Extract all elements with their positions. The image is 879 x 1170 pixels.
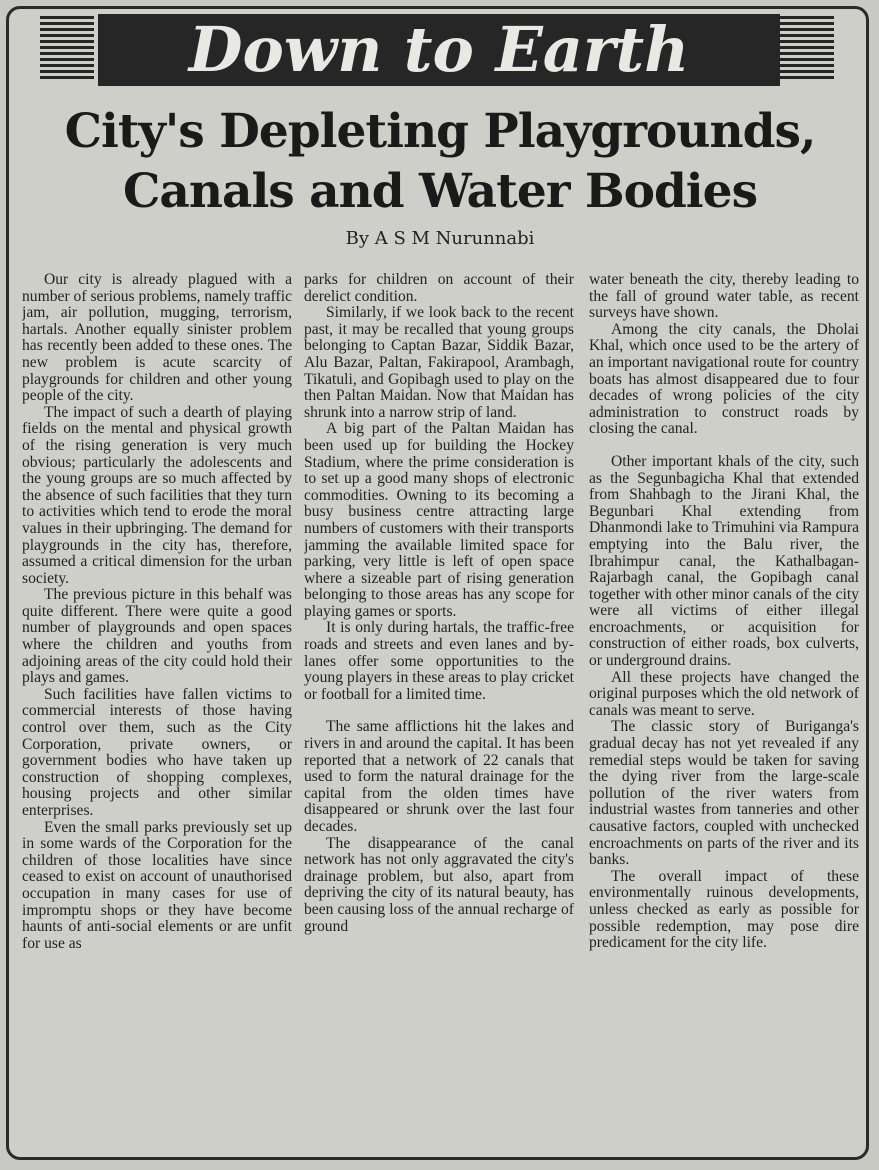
text-column-3	[589, 272, 859, 1157]
banner-rule-right	[780, 16, 834, 80]
byline: By A S M Nurunnabi	[345, 228, 535, 249]
paragraph: The same afflictions hit the lakes and rivers in and around the capital. It has been reported that a network of 22 canals that used to form the natural drainage for the capital from the olden times have disappeared or shrunk over the last four decades.	[304, 718, 574, 835]
paragraph: All these projects have changed the original purposes which the old network of canals was meant to serve.	[589, 668, 859, 719]
paragraph: The disappearance of the canal network has not only aggravated the city's drainage problem, but also, apart from depriving the city of its natural beauty, has been causing loss of the annual recharge of ground	[304, 834, 574, 935]
paragraph: Even the small parks previously set up in some wards of the Corporation for the children of those localities have since ceased to exist on account of unauthorised occupation in many cases for use of impromptu shops or they have become haunts of anti-social elements or are unfit for use as	[22, 818, 292, 952]
headline	[20, 102, 860, 222]
paragraph: The impact of such a dearth of playing fields on the mental and physical growth of the rising generation is very much obvious; particularly the adolescents and the young groups are so much affected by the absence of such facilities that they turn to activities which tend to erode the moral values in their upbringing. The demand for playgrounds in the city has, therefore, assumed a critical dimension for the urban society.	[22, 403, 292, 587]
column-title: Down to Earth	[188, 13, 690, 86]
paragraph: Such facilities have fallen victims to commercial interests of those having control over them, such as the City Corporation, private owners, or government bodies who have taken up construction of shopping complexes, housing projects and other similar enterprises.	[22, 685, 292, 819]
paragraph: The previous picture in this behalf was quite different. There were quite a good number of playgrounds and open spaces where the children and youths from adjoining areas of the city could hold their plays and games.	[22, 586, 292, 687]
text-column-1	[22, 272, 292, 1157]
paragraph: Among the city canals, the Dholai Khal, which once used to be the artery of an important navigational route for country boats has almost disappeared due to four decades of wrong policies of the city administration to construct roads by closing the canal.	[589, 320, 859, 438]
paragraph: It is only during hartals, the traffic-free roads and streets and even lanes and by-lanes offer some opportunities to the young players in these areas to play cricket or football for a limited time.	[304, 619, 574, 703]
paragraph: parks for children on account of their derelict condition.	[304, 272, 574, 305]
paragraph: Other important khals of the city, such as the Segunbagicha Khal that extended from Shahbagh to the Jirani Khal, the Begunbari Khal extending from Dhanmondi lake to Trimuhini via Rampura emptying into the Balu river, the Ibrahimpur canal, the Kathalbagan-Rajarbagh canal, the Gopibagh canal together with other minor canals of the city were all victims of either illegal encroachments, or acquisition for construction of either roads, box culverts, or underground drains.	[589, 452, 859, 670]
paragraph: water beneath the city, thereby leading to the fall of ground water table, as recent surveys have shown.	[589, 272, 859, 322]
headline-line-2: Canals and Water Bodies	[122, 164, 758, 219]
banner-rule-left	[40, 16, 94, 80]
paragraph: The overall impact of these environmentally ruinous developments, unless checked as early as possible for possible redemption, may pose dire predicament for the city life.	[589, 867, 859, 952]
paragraph: Our city is already plagued with a number of serious problems, namely traffic jam, air pollution, mugging, terrorism, hartals. Another equally sinister problem has recently been added to these ones. The new problem is acute scarcity of playgrounds for children and other young people of the city.	[22, 272, 292, 405]
text-column-2	[304, 272, 574, 1157]
paragraph: A big part of the Paltan Maidan has been used up for building the Hockey Stadium, where the prime consideration is to set up a good many shops of electronic commodities. Owning to its becoming a busy business centre attracting large numbers of customers with their transports jamming the available limited space for parking, very little is left of open space where a sizeable part of rising generation belonging to those areas has any scope for playing games or sports.	[304, 420, 574, 620]
paragraph: Similarly, if we look back to the recent past, it may be recalled that young groups belonging to Captan Bazar, Siddik Bazar, Alu Bazar, Paltan, Fakirapool, Arambagh, Tikatuli, and Gopibagh used to play on the then Paltan Maidan. Now that Maidan has shrunk into a narrow strip of land.	[304, 304, 574, 421]
paragraph: The classic story of Buriganga's gradual decay has not yet revealed if any remedial steps would be taken for saving the dying river from the large-scale pollution of the river waters from industrial wastes from tanneries and other causative factors, coupled with unchecked encroachments on parts of the river and its banks.	[589, 718, 859, 869]
headline-line-1: City's Depleting Playgrounds,	[64, 104, 816, 159]
